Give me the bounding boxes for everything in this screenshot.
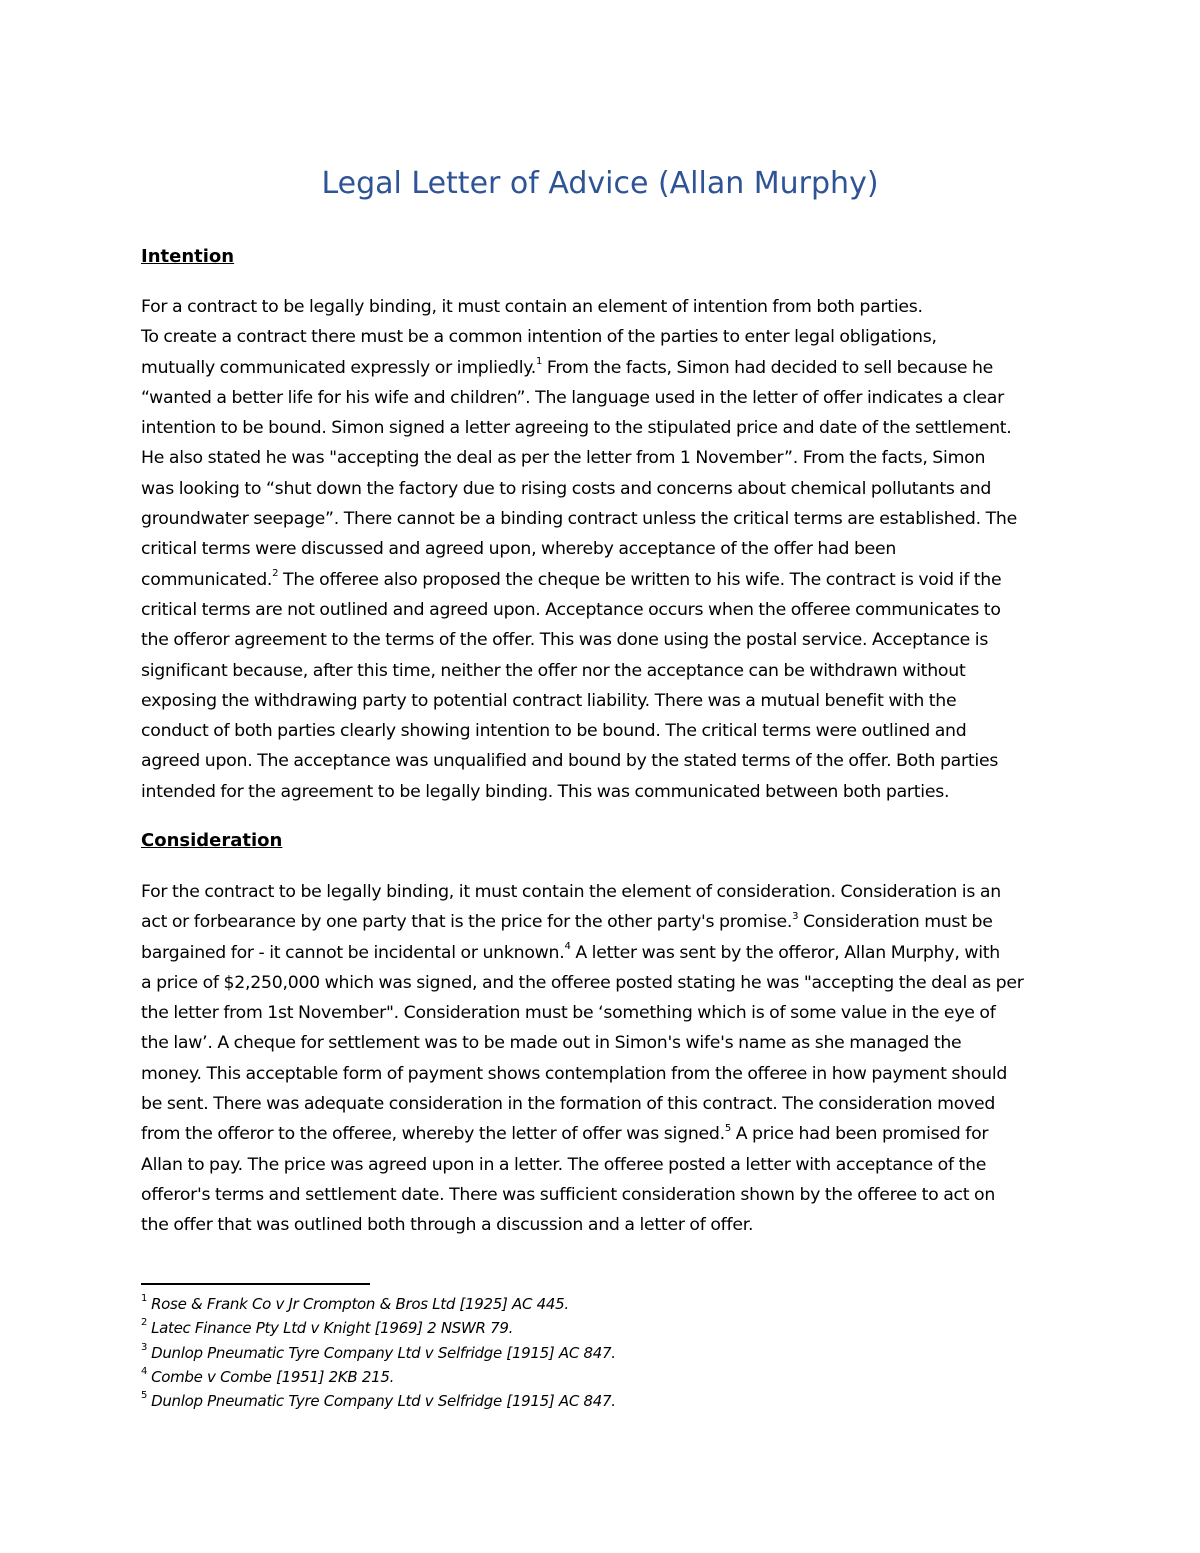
- footnote-number: 1: [141, 1293, 148, 1304]
- line-text: bargained for - it cannot be incidental or unknown.: [141, 942, 565, 963]
- paragraph-line: the offeror agreement to the terms of the offer. This was done using the postal service. Acceptance is: [141, 630, 989, 651]
- paragraph-line: money. This acceptable form of payment shows contemplation from the offeree in how payment should: [141, 1063, 1008, 1084]
- paragraph-line: conduct of both parties clearly showing intention to be bound. The critical terms were outlined and: [141, 721, 967, 742]
- section-heading-intention: Intention: [141, 246, 235, 267]
- paragraph-line: He also stated he was "accepting the deal as per the letter from 1 November”. From the facts, Simon: [141, 448, 986, 469]
- footnote-citation: Rose & Frank Co v Jr Crompton & Bros Ltd [1925] AC 445.: [151, 1295, 569, 1313]
- paragraph-line: critical terms are not outlined and agreed upon. Acceptance occurs when the offeree communicates to: [141, 599, 1001, 620]
- paragraph-line: Allan to pay. The price was agreed upon in a letter. The offeree posted a letter with acceptance of the: [141, 1154, 987, 1175]
- line-text: Consideration must be: [798, 912, 993, 933]
- line-text: mutually communicated expressly or impliedly.: [141, 357, 537, 378]
- paragraph-line: [141, 1119, 1081, 1149]
- footnote-item: [141, 1341, 1041, 1365]
- paragraph-line: critical terms were discussed and agreed upon, whereby acceptance of the offer had been: [141, 539, 897, 560]
- footnote-separator: [141, 1283, 370, 1285]
- footnote-citation: Dunlop Pneumatic Tyre Company Ltd v Selfridge [1915] AC 847.: [151, 1392, 616, 1411]
- intention-paragraph: [141, 292, 1081, 807]
- paragraph-line: For a contract to be legally binding, it must contain an element of intention from both parties.: [141, 297, 923, 317]
- section-heading-consideration: Consideration: [141, 830, 283, 851]
- paragraph-line: intention to be bound. Simon signed a letter agreeing to the stipulated price and date of the settlement.: [141, 418, 1012, 439]
- paragraph-line: For the contract to be legally binding, it must contain the element of consideration. Consideration is an: [141, 882, 1001, 902]
- line-text: communicated.: [141, 569, 273, 590]
- footnote-reference[interactable]: 1: [536, 355, 543, 367]
- footnote-reference[interactable]: 4: [564, 940, 571, 952]
- footnotes-list: [141, 1292, 1041, 1413]
- document-title: Legal Letter of Advice (Allan Murphy): [321, 166, 879, 201]
- paragraph-line: [141, 907, 1081, 937]
- footnote-number: 2: [141, 1317, 148, 1329]
- paragraph-line: [141, 353, 1081, 383]
- footnote-citation: Combe v Combe [1951] 2KB 215.: [151, 1367, 395, 1386]
- paragraph-line: be sent. There was adequate consideration in the formation of this contract. The consideration moved: [141, 1094, 996, 1115]
- footnote-citation: Latec Finance Pty Ltd v Knight [1969] 2 NSWR 79.: [151, 1319, 514, 1338]
- footnote-item: [141, 1365, 1041, 1389]
- footnote-number: 5: [141, 1390, 148, 1402]
- line-text: The offeree also proposed the cheque be written to his wife. The contract is void if the: [278, 569, 1002, 590]
- footnote-item: [141, 1389, 1041, 1413]
- paragraph-line: “wanted a better life for his wife and children”. The language used in the letter of offer indicates a clear: [141, 387, 1004, 408]
- line-text: From the facts, Simon had decided to sell because he: [542, 357, 994, 378]
- paragraph-line: significant because, after this time, neither the offer nor the acceptance can be withdrawn without: [141, 660, 966, 681]
- paragraph-line: the letter from 1st November". Consideration must be ‘something which is of some value in the eye of: [141, 1003, 996, 1024]
- paragraph-line: was looking to “shut down the factory due to rising costs and concerns about chemical pollutants and: [141, 478, 992, 499]
- footnote-item: [141, 1316, 1041, 1340]
- paragraph-line: To create a contract there must be a common intention of the parties to enter legal obligations,: [141, 327, 937, 348]
- paragraph-line: agreed upon. The acceptance was unqualified and bound by the stated terms of the offer. Both parties: [141, 751, 999, 772]
- footnote-reference[interactable]: 5: [724, 1122, 731, 1134]
- paragraph-line: intended for the agreement to be legally binding. This was communicated between both parties.: [141, 781, 950, 802]
- paragraph-line: offeror's terms and settlement date. There was sufficient consideration shown by the offeree to act on: [141, 1184, 996, 1205]
- paragraph-line: a price of $2,250,000 which was signed, and the offeree posted stating he was "accepting the deal as per: [141, 972, 1024, 993]
- footnote-number: 3: [141, 1341, 148, 1353]
- paragraph-line: [141, 938, 1081, 968]
- footnote-reference[interactable]: 2: [272, 567, 279, 579]
- paragraph-line: [141, 565, 1081, 595]
- footnote-number: 4: [141, 1365, 148, 1377]
- footnote-reference[interactable]: 3: [792, 910, 799, 922]
- paragraph-line: the offer that was outlined both through a discussion and a letter of offer.: [141, 1215, 754, 1236]
- paragraph-line: groundwater seepage”. There cannot be a binding contract unless the critical terms are established. The: [141, 509, 1017, 530]
- line-text: from the offeror to the offeree, whereby the letter of offer was signed.: [141, 1124, 725, 1145]
- line-text: A letter was sent by the offeror, Allan Murphy, with: [570, 942, 1000, 963]
- paragraph-line: exposing the withdrawing party to potential contract liability. There was a mutual benefit with the: [141, 690, 957, 711]
- line-text: A price had been promised for: [731, 1124, 989, 1145]
- footnote-citation: Dunlop Pneumatic Tyre Company Ltd v Selfridge [1915] AC 847.: [151, 1343, 616, 1362]
- paragraph-line: the law’. A cheque for settlement was to be made out in Simon's wife's name as she managed the: [141, 1033, 962, 1054]
- line-text: act or forbearance by one party that is the price for the other party's promise.: [141, 912, 793, 933]
- footnote-item: [141, 1292, 1041, 1316]
- consideration-paragraph: [141, 877, 1081, 1241]
